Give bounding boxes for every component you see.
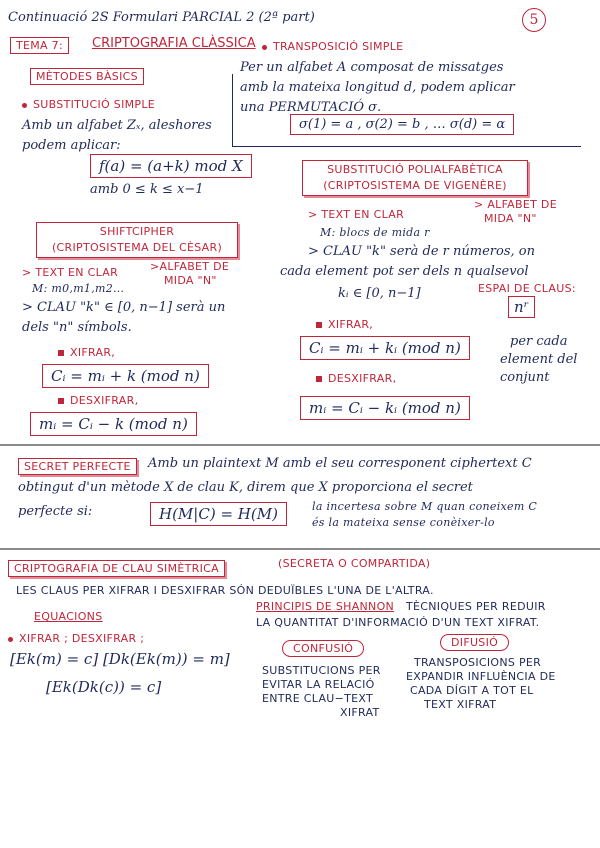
substitution-title: SUBSTITUCIÓ SIMPLE xyxy=(22,98,155,111)
poly-key-1: > CLAU "k" serà de r números, on xyxy=(308,244,535,259)
poly-key-space-value: nʳ xyxy=(508,296,535,318)
transposition-title: TRANSPOSICIÓ SIMPLE xyxy=(262,40,403,53)
bullet-icon xyxy=(22,103,27,108)
equations-labels: XIFRAR ; DESXIFRAR ; xyxy=(8,632,144,645)
diffusion-1: TRANSPOSICIONS PER xyxy=(414,656,542,669)
section-divider xyxy=(0,548,600,550)
shift-text-clear: > TEXT EN CLAR xyxy=(22,266,119,279)
transposition-formula: σ(1) = a , σ(2) = b , … σ(d) = α xyxy=(290,114,514,135)
substitution-condition: amb 0 ≤ k ≤ x−1 xyxy=(90,182,204,197)
poly-key-2: cada element pot ser dels n qualsevol xyxy=(280,264,529,279)
secret-formula: H(M|C) = H(M) xyxy=(150,502,287,526)
shift-decrypt-label: DESXIFRAR, xyxy=(58,394,138,407)
confusion-1: SUBSTITUCIONS PER xyxy=(262,664,381,677)
equation-2: [Ek(Dk(c)) = c] xyxy=(46,678,162,696)
diffusion-2: EXPANDIR INFLUÈNCIA DE xyxy=(406,670,556,683)
page-header-title: Continuació 2S Formulari PARCIAL 2 (2ª part) xyxy=(8,10,315,25)
topic-label: TEMA 7: xyxy=(10,37,69,54)
symmetric-title: CRIPTOGRAFIA DE CLAU SIMÈTRICA xyxy=(8,560,225,577)
diffusion-4: TEXT XIFRAT xyxy=(424,698,497,711)
confusion-2: EVITAR LA RELACIÓ xyxy=(262,678,375,691)
poly-decrypt-label: DESXIFRAR, xyxy=(316,372,396,385)
shannon-text-2: LA QUANTITAT D'INFORMACIÓ D'UN TEXT XIFRAT. xyxy=(256,616,540,629)
confusion-4: XIFRAT xyxy=(340,706,380,719)
shift-alphabet-2: MIDA "N" xyxy=(164,274,217,287)
equation-1: [Ek(m) = c] [Dk(Ek(m)) = m] xyxy=(10,650,230,668)
shift-key-1: > CLAU "k" ∈ [0, n−1] serà un xyxy=(22,300,226,315)
secret-note-1: la incertesa sobre M quan coneixem C xyxy=(312,500,538,513)
poly-title: SUBSTITUCIÓ POLIALFABÈTICA (CRIPTOSISTEMA DE VIGENÈRE) xyxy=(302,160,528,196)
shift-key-2: dels "n" símbols. xyxy=(22,320,132,335)
poly-encrypt-label: XIFRAR, xyxy=(316,318,373,331)
square-bullet-icon xyxy=(316,376,322,382)
page-number: 5 xyxy=(522,8,546,32)
square-bullet-icon xyxy=(316,322,322,328)
basics-title: MÈTODES BÀSICS xyxy=(30,68,144,85)
secret-text-2: obtingut d'un mètode X de clau K, direm que X proporciona el secret xyxy=(18,480,473,495)
bullet-icon xyxy=(8,637,13,642)
poly-note-3: conjunt xyxy=(500,370,550,385)
poly-note-1: per cada xyxy=(510,334,568,349)
diffusion-3: CADA DÍGIT A TOT EL xyxy=(410,684,534,697)
poly-note-2: element del xyxy=(500,352,578,367)
shift-decrypt-formula: mᵢ = Cᵢ − k (mod n) xyxy=(30,412,197,436)
topic-title: CRIPTOGRAFIA CLÀSSICA xyxy=(92,36,256,51)
poly-text-clear: > TEXT EN CLAR xyxy=(308,208,405,221)
transposition-text-3: una PERMUTACIÓ σ. xyxy=(240,100,382,115)
shift-title: SHIFTCIPHER (CRIPTOSISTEMA DEL CÈSAR) xyxy=(36,222,238,258)
secret-text-1: Amb un plaintext M amb el seu corresponent ciphertext C xyxy=(148,456,532,471)
equations-title: EQUACIONS xyxy=(34,610,103,623)
shift-messages: M: m0,m1,m2… xyxy=(32,282,125,295)
section-divider xyxy=(0,444,600,446)
transposition-text-2: amb la mateixa longitud d, podem aplicar xyxy=(240,80,515,95)
shannon-text-1: TÈCNIQUES PER REDUIR xyxy=(406,600,546,613)
secret-note-2: és la mateixa sense conèixer-lo xyxy=(312,516,495,529)
symmetric-text: LES CLAUS PER XIFRAR I DESXIFRAR SÓN DEDUÏBLES L'UNA DE L'ALTRA. xyxy=(16,584,434,597)
poly-blocks: M: blocs de mida r xyxy=(320,226,430,239)
diffusion-title: DIFUSIÓ xyxy=(440,634,509,651)
poly-alphabet-2: MIDA "N" xyxy=(484,212,537,225)
square-bullet-icon xyxy=(58,398,64,404)
poly-key-space: ESPAI DE CLAUS: xyxy=(478,282,576,295)
square-bullet-icon xyxy=(58,350,64,356)
bullet-icon xyxy=(262,45,267,50)
shift-encrypt-label: XIFRAR, xyxy=(58,346,115,359)
substitution-formula: f(a) = (a+k) mod X xyxy=(90,154,252,178)
shift-encrypt-formula: Cᵢ = mᵢ + k (mod n) xyxy=(42,364,209,388)
secret-text-3: perfecte si: xyxy=(18,504,93,519)
confusion-title: CONFUSIÓ xyxy=(282,640,364,657)
transposition-bracket xyxy=(232,74,581,147)
shannon-title: PRINCIPIS DE SHANNON xyxy=(256,600,395,613)
substitution-text-2: podem aplicar: xyxy=(22,138,121,153)
secret-title: SECRET PERFECTE xyxy=(18,458,137,475)
symmetric-subtitle: (SECRETA O COMPARTIDA) xyxy=(278,557,431,570)
transposition-text-1: Per un alfabet A composat de missatges xyxy=(240,60,504,75)
poly-alphabet: > ALFABET DE xyxy=(474,198,557,211)
poly-key-range: kᵢ ∈ [0, n−1] xyxy=(338,286,421,301)
confusion-3: ENTRE CLAU−TEXT xyxy=(262,692,374,705)
poly-decrypt-formula: mᵢ = Cᵢ − kᵢ (mod n) xyxy=(300,396,470,420)
poly-encrypt-formula: Cᵢ = mᵢ + kᵢ (mod n) xyxy=(300,336,470,360)
substitution-text-1: Amb un alfabet Zₓ, aleshores xyxy=(22,118,212,133)
shift-alphabet: >ALFABET DE xyxy=(150,260,230,273)
